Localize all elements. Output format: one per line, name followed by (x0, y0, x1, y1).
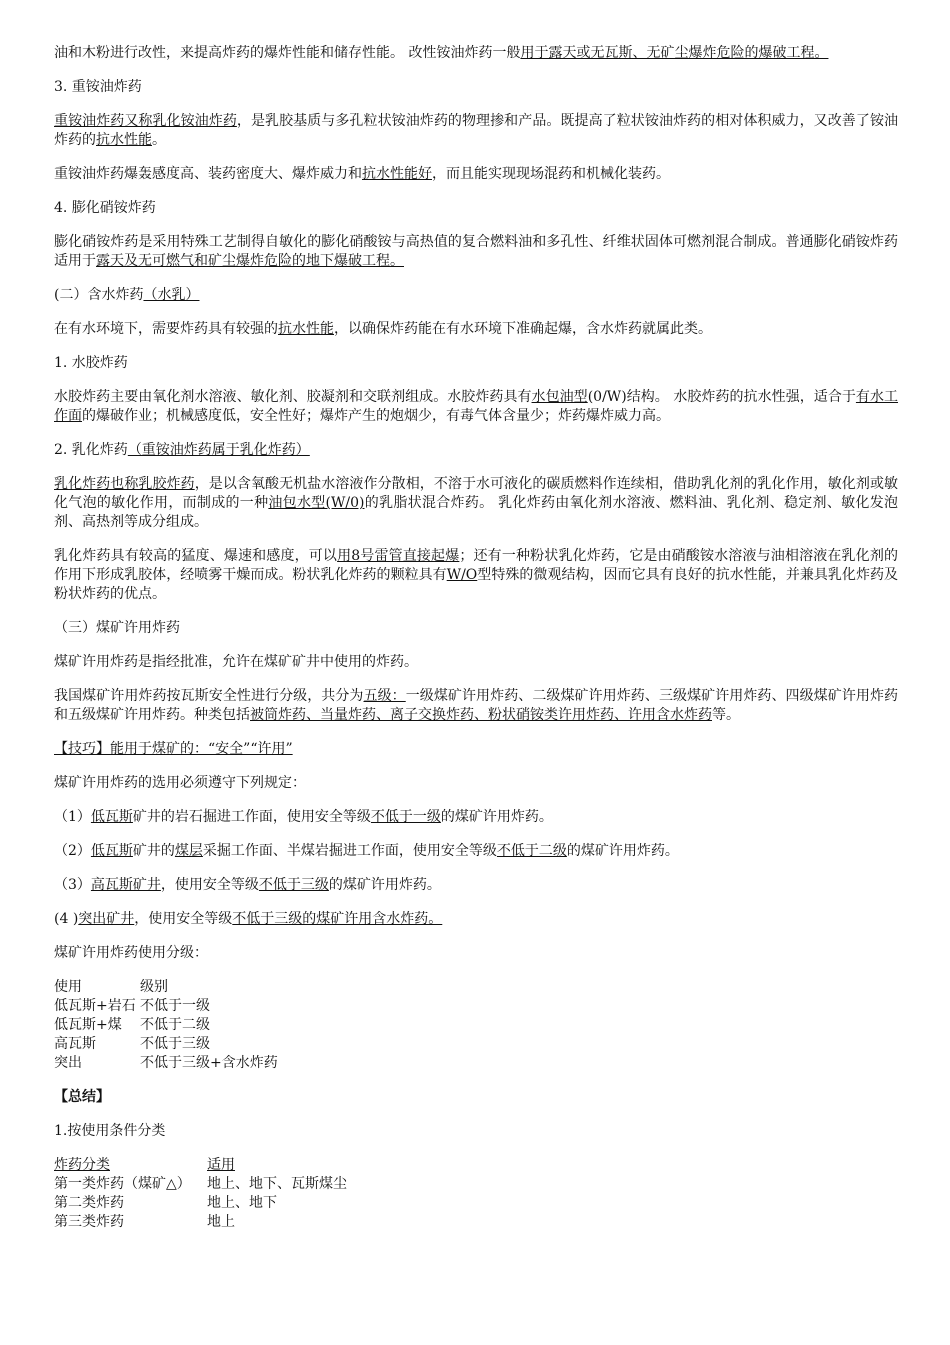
table-row: 第二类炸药 地上、地下 (54, 1195, 277, 1211)
heading-water-gel: 1. 水胶炸药 (54, 355, 128, 371)
paragraph-selection-rules-intro: 煤矿许用炸药的选用必须遵守下列规定： (54, 775, 306, 791)
summary-item-1: 1.按使用条件分类 (54, 1123, 166, 1139)
rule-3: （3）高瓦斯矿井，使用安全等级不低于三级的煤矿许用炸药。 (54, 877, 441, 893)
rule-1: （1）低瓦斯矿井的岩石掘进工作面，使用安全等级不低于一级的煤矿许用炸药。 (54, 809, 553, 825)
summary-heading: 【总结】 (54, 1089, 110, 1105)
table-header-row: 使用 级别 (54, 979, 168, 995)
table-row: 低瓦斯+岩石 不低于一级 (54, 998, 210, 1014)
heading-heavy-anfo: 3. 重铵油炸药 (54, 79, 142, 95)
paragraph-coal-mine-grades: 我国煤矿许用炸药按瓦斯安全性进行分级，共分为五级：一级煤矿许用炸药、二级煤矿许用炸药、三级煤矿许用炸药、四级煤矿许用炸药和五级煤矿许用炸药。种类包括被筒炸药、当量炸药、离子交换炸药、粉状硝铵类许用炸药、许用含水炸药等。 (54, 688, 899, 723)
rule-2: （2）低瓦斯矿井的煤层采掘工作面、半煤岩掘进工作面，使用安全等级不低于二级的煤矿许用炸药。 (54, 843, 679, 859)
explosive-class-table (54, 1156, 898, 1232)
paragraph-heavy-anfo-properties: 重铵油炸药爆轰感度高、装药密度大、爆炸威力和抗水性能好，而且能实现现场混药和机械化装药。 (54, 166, 670, 182)
paragraph-grade-usage-title: 煤矿许用炸药使用分级： (54, 945, 208, 961)
section-heading-water-bearing: (二）含水炸药（水乳） (54, 287, 200, 303)
document-page (54, 44, 898, 1247)
paragraph-emulsion-definition: 乳化炸药也称乳胶炸药，是以含氧酸无机盐水溶液作分散相，不溶于水可液化的碳质燃料作连续相，借助乳化剂的乳化作用，敏化剂或敏化气泡的敏化作用，而制成的一种油包水型(W/0)的乳脂状混合炸药。 乳化炸药由氧化剂水溶液、燃料油、乳化剂、稳定剂、敏化发泡剂、高热剂等成分组成。 (54, 476, 899, 530)
paragraph-water-gel: 水胶炸药主要由氧化剂水溶液、敏化剂、胶凝剂和交联剂组成。水胶炸药具有水包油型(0/W)结构。 水胶炸药的抗水性强，适合于有水工作面的爆破作业；机械感度低，安全性好；爆炸产生的炮烟少，有毒气体含量少；炸药爆炸威力高。 (54, 389, 899, 424)
paragraph-heavy-anfo-definition: 重铵油炸药又称乳化铵油炸药，是乳胶基质与多孔粒状铵油炸药的物理掺和产品。既提高了粒状铵油炸药的相对体积威力，又改善了铵油炸药的抗水性能。 (54, 113, 899, 148)
heading-emulsion: 2. 乳化炸药（重铵油炸药属于乳化炸药） (54, 442, 310, 458)
rule-4: (4 )突出矿井，使用安全等级不低于三级的煤矿许用含水炸药。 (54, 911, 443, 927)
heading-expanded-ammonium-nitrate: 4. 膨化硝铵炸药 (54, 200, 156, 216)
table-row: 高瓦斯 不低于三级 (54, 1036, 210, 1052)
paragraph-expanded-ammonium-nitrate: 膨化硝铵炸药是采用特殊工艺制得自敏化的膨化硝酸铵与高热值的复合燃料油和多孔性、纤维状固体可燃剂混合制成。普通膨化硝铵炸药适用于露天及无可燃气和矿尘爆炸危险的地下爆破工程。 (54, 234, 898, 269)
grade-usage-table (54, 978, 898, 1073)
tip-line: 【技巧】能用于煤矿的：“安全”“许用” (54, 741, 293, 757)
table-header-row: 炸药分类 适用 (54, 1157, 235, 1173)
table-row: 低瓦斯+煤 不低于二级 (54, 1017, 210, 1033)
paragraph-water-bearing-intro: 在有水环境下，需要炸药具有较强的抗水性能，以确保炸药能在有水环境下准确起爆，含水炸药就属此类。 (54, 321, 712, 337)
paragraph-emulsion-properties: 乳化炸药具有较高的猛度、爆速和感度，可以用8号雷管直接起爆；还有一种粉状乳化炸药，它是由硝酸铵水溶液与油相溶液在乳化剂的作用下形成乳胶体，经喷雾干燥而成。粉状乳化炸药的颗粒具有W/O型特殊的微观结构，因而它具有良好的抗水性能，并兼具乳化炸药及粉状炸药的优点。 (54, 548, 899, 602)
section-heading-coal-mine: （三）煤矿许用炸药 (54, 620, 180, 636)
paragraph-modified-anfo: 油和木粉进行改性，来提高炸药的爆炸性能和储存性能。 改性铵油炸药一般用于露天或无瓦斯、无矿尘爆炸危险的爆破工程。 (54, 45, 829, 61)
table-row: 第三类炸药 地上 (54, 1214, 235, 1230)
paragraph-coal-mine-definition: 煤矿许用炸药是指经批准，允许在煤矿矿井中使用的炸药。 (54, 654, 418, 670)
table-row: 第一类炸药（煤矿△） 地上、地下、瓦斯煤尘 (54, 1176, 347, 1192)
table-row: 突出 不低于三级+含水炸药 (54, 1055, 278, 1071)
